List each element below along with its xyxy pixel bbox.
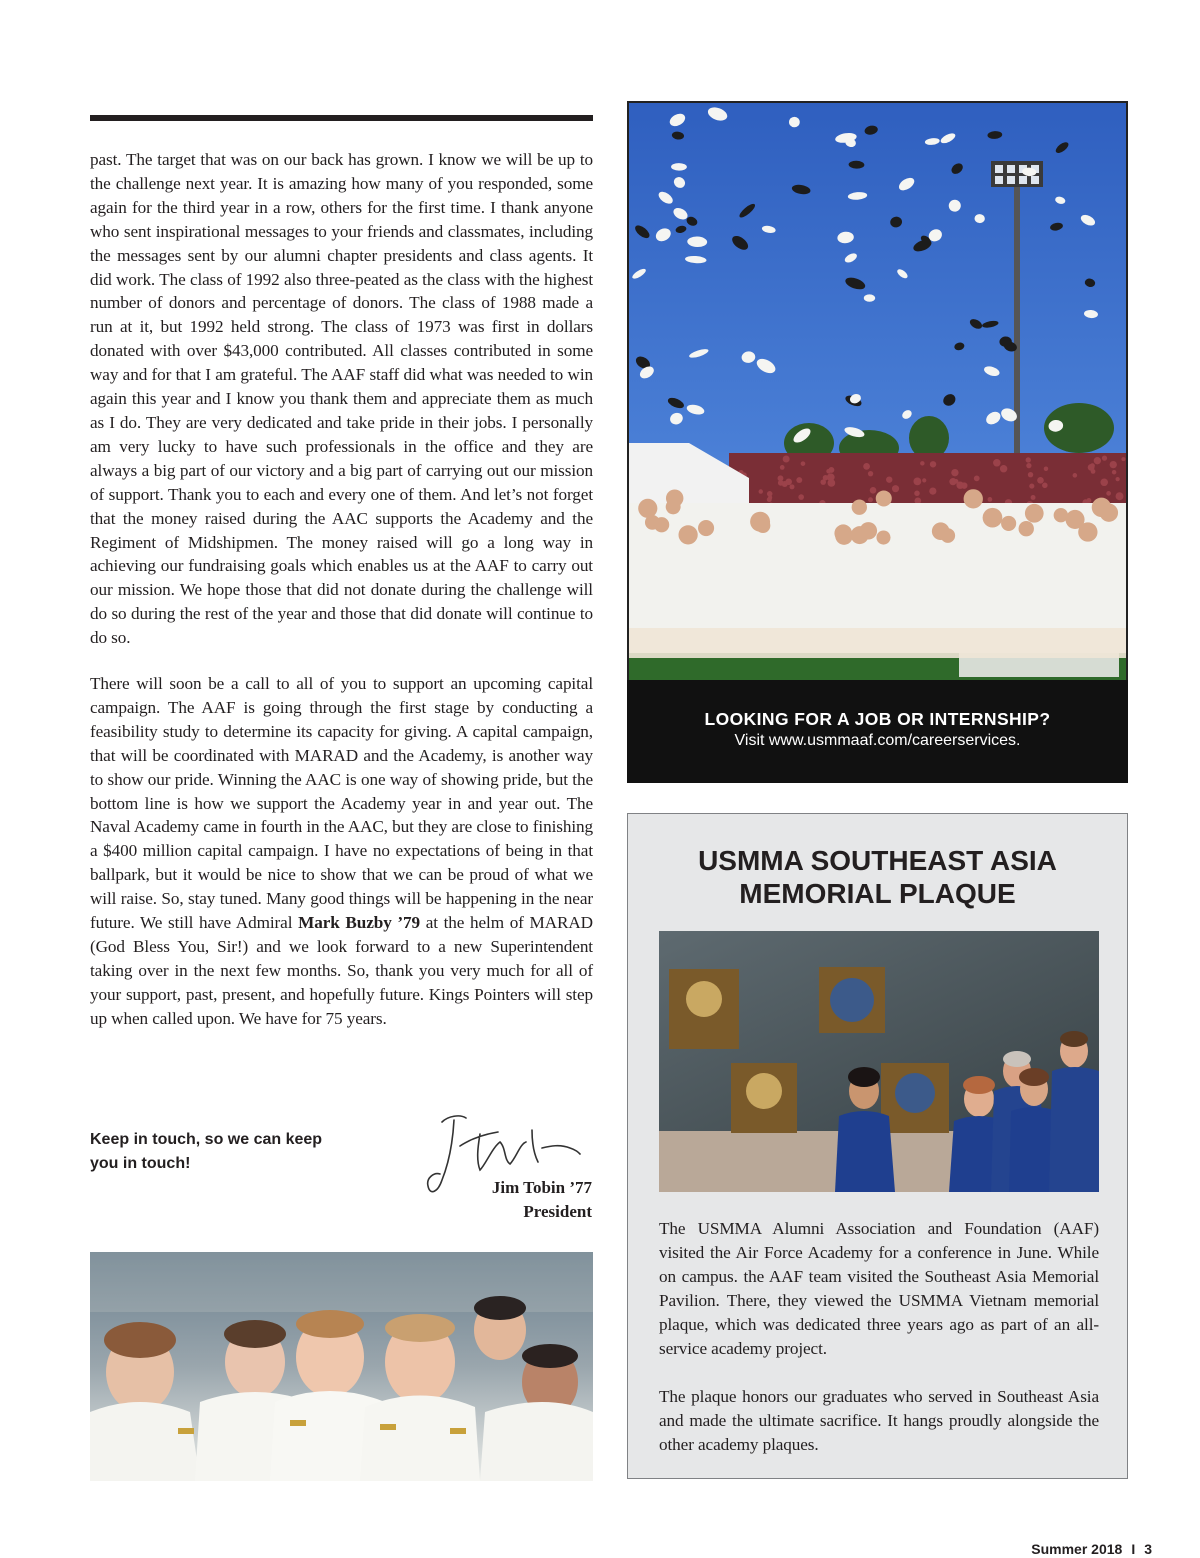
signature-name: Jim Tobin ’77 (491, 1178, 592, 1197)
paragraph-2-text-a: There will soon be a call to all of you to support an upcoming capital campaign. The AAF is going through the first stage by conducting a feasibility study to determine its capacity for giving. A capital campaign, that will be coordinated with MARAD and the Academy, is another way to show our pride. Winning the AAC is one way of showing pride, but the bottom line is how we support the Academy year in and year out. The Naval Academy came in fourth in the AAC, but they are close to finishing a $400 million capital campaign. I have no expectations of being in that ballpark, but it would be nice to show that we can be proud of what we will raise. So, stay tuned. Many good things will be happening in the near future. We still have Admiral (90, 674, 593, 933)
footer-separator: I (1131, 1541, 1136, 1557)
paragraph-2-bold-name: Mark Buzby ’79 (298, 913, 421, 933)
keep-in-touch-note: Keep in touch, so we can keep you in touch! (90, 1131, 323, 1172)
plaque-paragraph-1: The USMMA Alumni Association and Foundation (AAF) visited the Air Force Academy for a conference in June. While on campus. the AAF team visited the Southeast Asia Memorial Pavilion. There, they viewed the USMMA Vietnam memorial plaque, which was dedicated three years ago as part of an all-service academy project. (659, 1219, 1099, 1358)
plaque-sidebar-text (659, 1217, 1099, 1481)
job-banner-title: LOOKING FOR A JOB OR INTERNSHIP? (704, 709, 1051, 729)
top-rule (90, 115, 593, 121)
plaque-title-line-1: USMMA SOUTHEAST ASIA (698, 845, 1057, 876)
memorial-plaque-sidebar (627, 813, 1128, 1479)
midshipmen-photo-illustration (90, 1252, 593, 1481)
paragraph-2-text-b: at the helm of MARAD (God Bless You, Sir!) and we look forward to a new Superintendent taking over in the next few months. So, thank you very much for all of your support, past, present, and hopefully future. Kings Pointers will step up when called upon. We have for 75 years. (90, 913, 593, 1028)
plaque-title-line-2: MEMORIAL PLAQUE (739, 878, 1016, 909)
job-internship-banner (627, 680, 1128, 783)
cap-toss-illustration (629, 103, 1126, 680)
article-paragraph-2 (90, 672, 593, 1031)
midshipmen-seated-photo (90, 1252, 593, 1481)
page-footer (1031, 1541, 1152, 1557)
cap-toss-photo (627, 101, 1128, 680)
career-services-link[interactable]: Visit www.usmmaaf.com/careerservices. (734, 732, 1021, 749)
article-paragraph-1: past. The target that was on our back has grown. I know we will be up to the challenge next year. It is amazing how many of you responded, some again for the third year in a row, others for the first time. I thank anyone who sent inspirational messages to your friends and classmates, including the messages sent by our alumni chapter presidents and class agents. It did work. The class of 1992 also three-peated as the class with the highest number of donors and percentage of donors. The class of 1988 made a run at it, but 1992 held strong. The class of 1973 was first in dollars donated with over $43,000 contributed. All classes contributed in some way and for that I am grateful. The AAF staff did what was needed to win again this year and I know you thank them and appreciate them as much as I do. They are very dedicated and take pride in their jobs. I personally am very lucky to have such professionals in the office and they are always a big part of our victory and a big part of carrying out our mission of support. Thank you to each and every one of them. And let’s not forget that the money raised during the AAC supports the Academy and the Regiment of Midshipmen. The money raised will go a long way in achieving our fundraising goals which enables us at the AAF to carry out our mission. We hope those that did not donate during the challenge will do so during the rest of the year and those that did donate will continue to do so. (90, 150, 593, 648)
plaque-paragraph-2: The plaque honors our graduates who served in Southeast Asia and made the ultimate sacrifice. It hangs proudly alongside the other academy plaques. (659, 1387, 1099, 1454)
plaque-sidebar-title (628, 844, 1127, 910)
article-body (90, 148, 593, 1053)
plaque-wall-illustration (659, 931, 1099, 1192)
signature-block (492, 1176, 592, 1224)
page-number: 3 (1144, 1541, 1152, 1557)
plaque-group-photo (659, 931, 1099, 1192)
signature-title: President (523, 1202, 592, 1221)
issue-label: Summer 2018 (1031, 1541, 1123, 1557)
